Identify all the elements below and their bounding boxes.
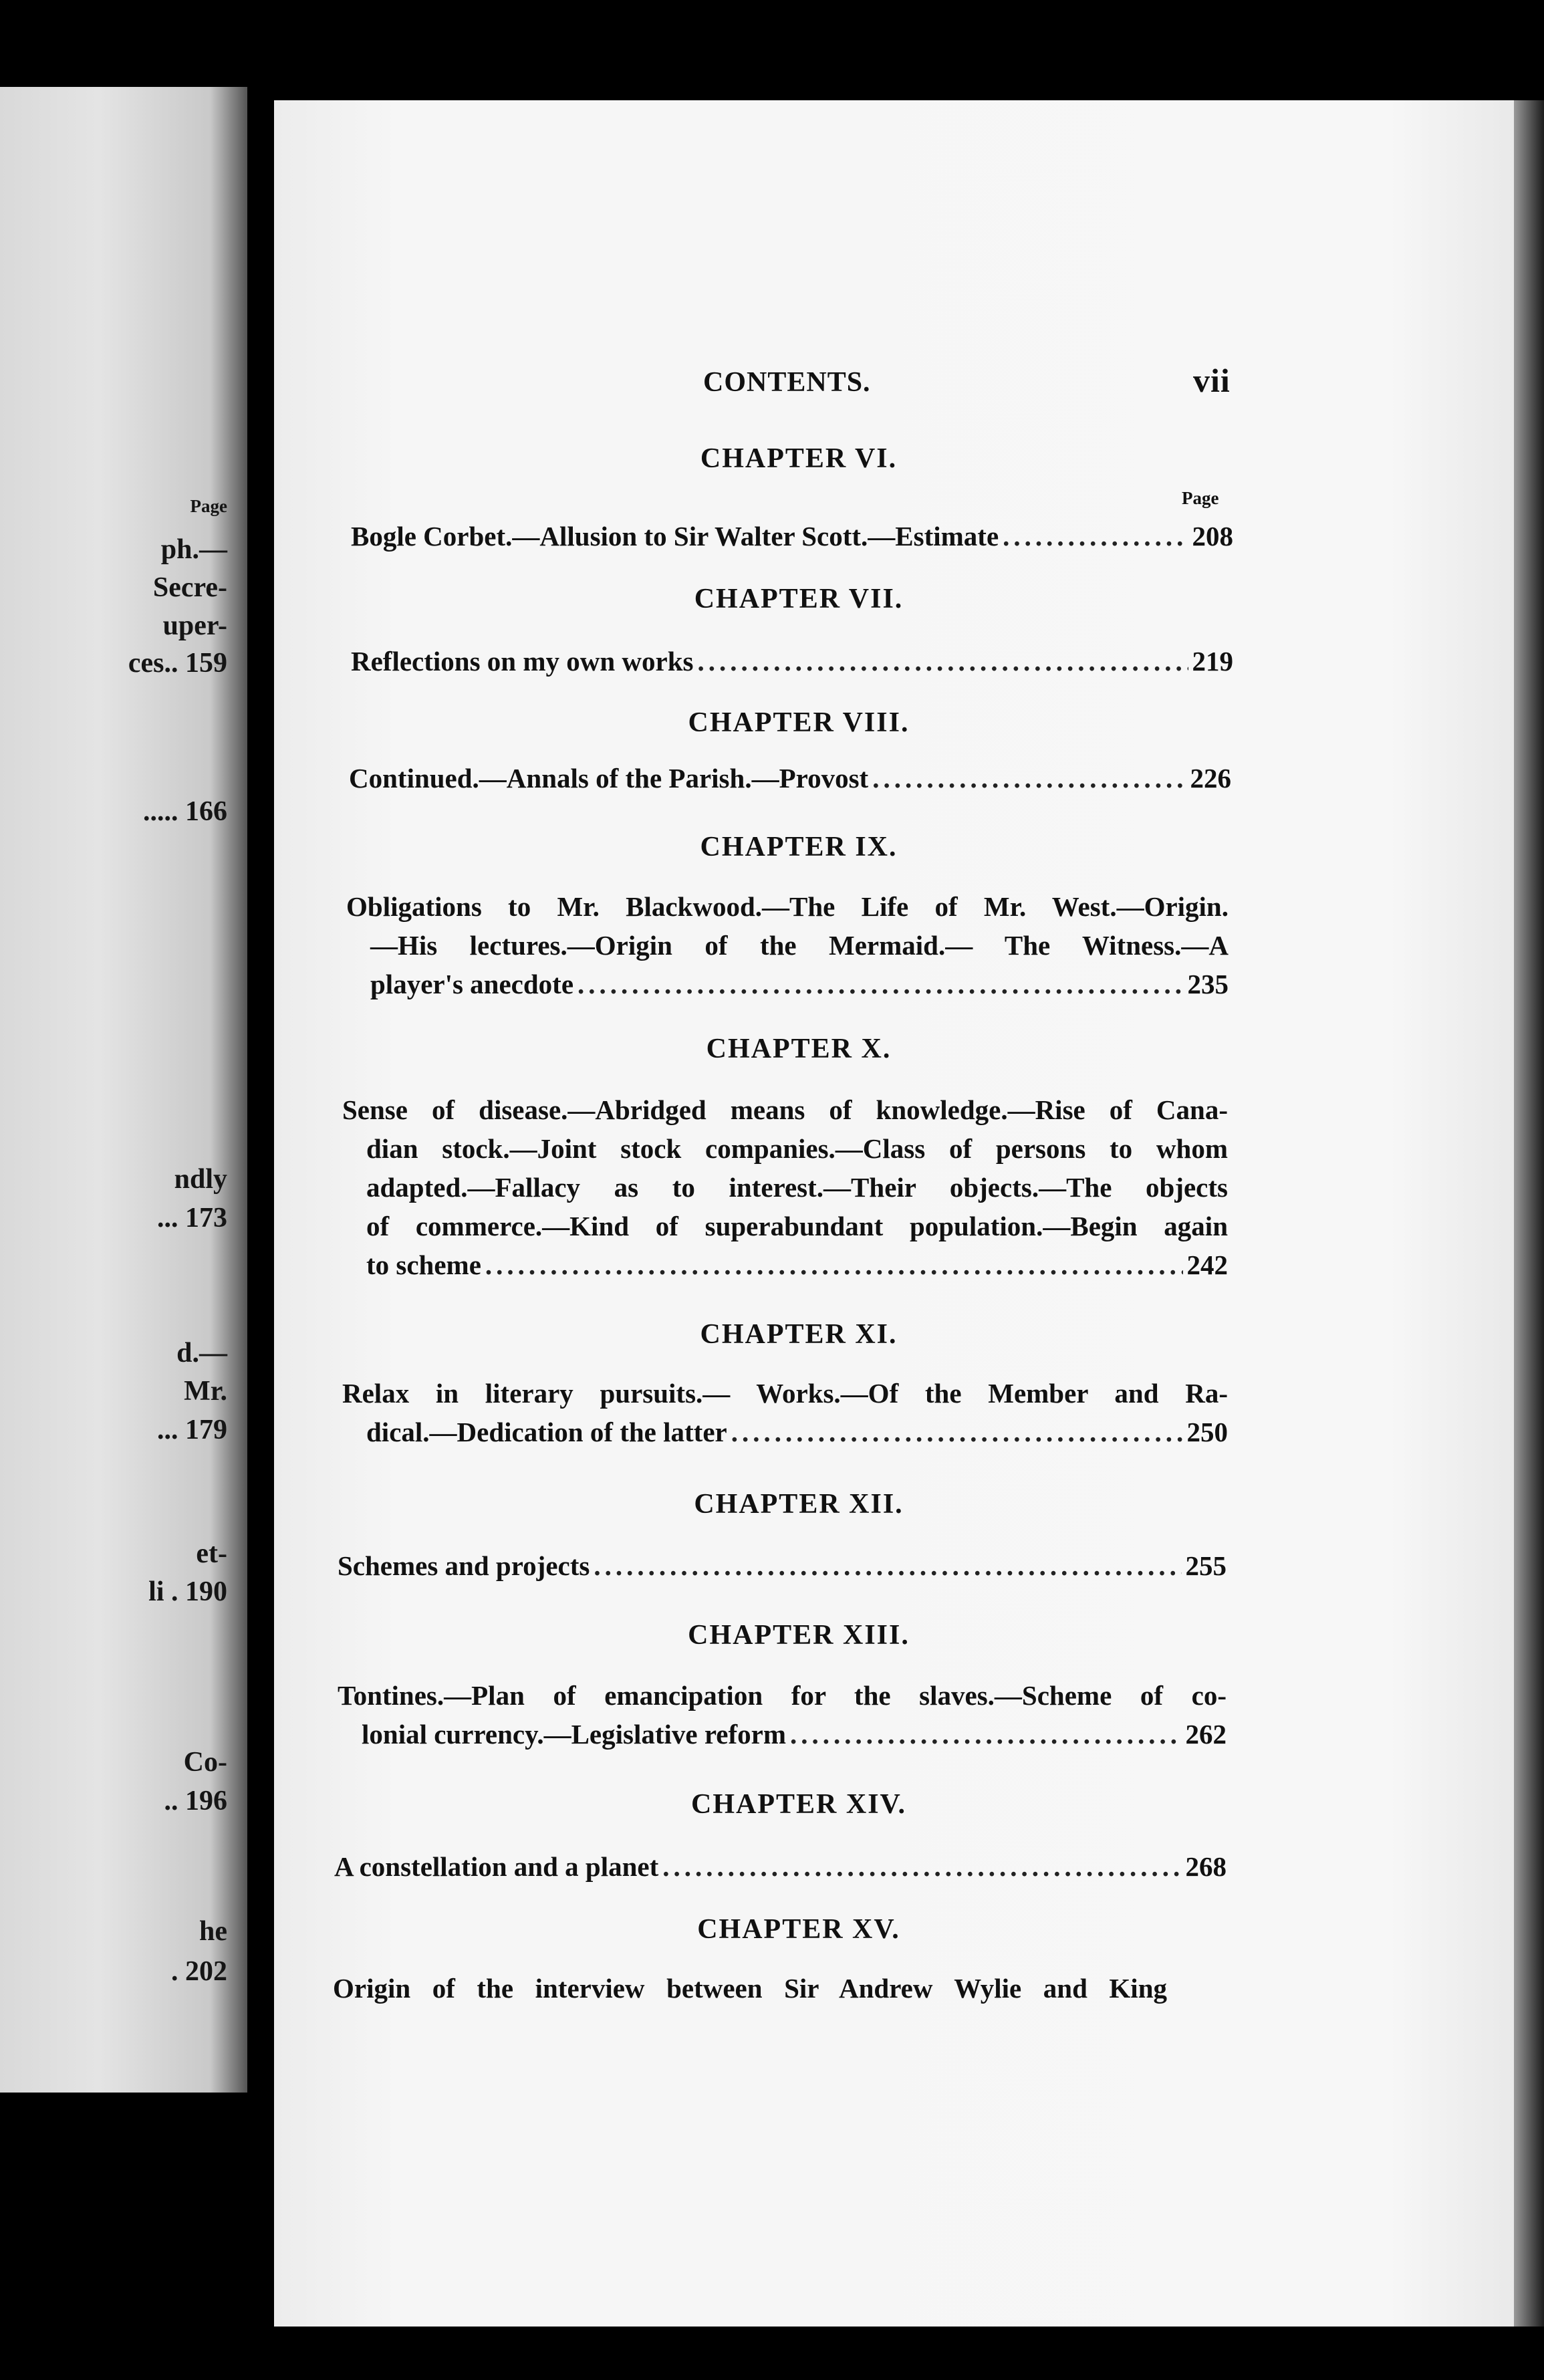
left-page-page-label: Page bbox=[190, 496, 227, 516]
entry-text: Obligations to Mr. Blackwood.—The Life of Mr. West.—Origin. bbox=[346, 891, 1229, 922]
entry-line bbox=[366, 1249, 1228, 1284]
left-page-fragment: Mr. bbox=[184, 1376, 227, 1407]
leader-dots bbox=[872, 762, 1186, 794]
entry-text: Sense of disease.—Abridged means of knowledge.—Rise of Cana- bbox=[342, 1094, 1228, 1125]
chapter-heading: CHAPTER VII. bbox=[694, 584, 904, 614]
leader-dots bbox=[594, 1550, 1181, 1582]
leader-dots bbox=[485, 1249, 1183, 1281]
entry-line bbox=[366, 1416, 1228, 1451]
page-column-label: Page bbox=[1182, 488, 1219, 508]
entry-line bbox=[362, 1718, 1227, 1753]
left-page-fragment: uper- bbox=[162, 610, 227, 641]
entry-page-number: 219 bbox=[1192, 646, 1233, 677]
entry-text: dical.—Dedication of the latter bbox=[366, 1417, 727, 1447]
chapter-heading: CHAPTER XI. bbox=[700, 1319, 898, 1350]
entry-line bbox=[370, 929, 1229, 964]
entry-text: adapted.—Fallacy as to interest.—Their objects.—The objects bbox=[366, 1172, 1228, 1203]
left-page-fragment: ph.— bbox=[160, 534, 227, 565]
entry-line bbox=[338, 1679, 1227, 1714]
entry-text: dian stock.—Joint stock companies.—Class of persons to whom bbox=[366, 1133, 1228, 1164]
entry-line bbox=[366, 1210, 1228, 1245]
entry-line bbox=[366, 1171, 1228, 1206]
entry-text: Bogle Corbet.—Allusion to Sir Walter Scott.—Estimate bbox=[351, 521, 999, 552]
left-page-fragment: ..... 166 bbox=[143, 796, 227, 827]
previous-page-edge bbox=[0, 87, 247, 2093]
chapter-heading: CHAPTER XIII. bbox=[688, 1620, 910, 1651]
entry-text: Relax in literary pursuits.— Works.—Of the Member and Ra- bbox=[342, 1378, 1228, 1409]
leader-dots bbox=[697, 645, 1188, 677]
entry-line bbox=[342, 1377, 1228, 1412]
entry-text: of commerce.—Kind of superabundant population.—Begin again bbox=[366, 1211, 1228, 1241]
entry-page-number: 226 bbox=[1190, 763, 1231, 794]
entry-page-number: 250 bbox=[1186, 1417, 1228, 1447]
entry-line bbox=[349, 762, 1231, 797]
left-page-fragment: .. 196 bbox=[164, 1786, 227, 1816]
left-page-fragment: . 202 bbox=[171, 1956, 227, 1987]
left-page-fragment: ndly bbox=[174, 1164, 227, 1195]
entry-text: A constellation and a planet bbox=[334, 1851, 659, 1882]
left-page-fragment: ... 173 bbox=[157, 1203, 227, 1233]
leader-dots bbox=[577, 968, 1183, 1000]
page-number: vii bbox=[1193, 362, 1231, 399]
entry-text: to scheme bbox=[366, 1250, 481, 1280]
chapter-heading: CHAPTER XIV. bbox=[691, 1789, 906, 1820]
left-page-fragment: d.— bbox=[176, 1338, 227, 1368]
entry-line bbox=[370, 968, 1229, 1003]
chapter-heading: CHAPTER IX. bbox=[700, 832, 898, 862]
entry-page-number: 242 bbox=[1186, 1250, 1228, 1280]
leader-dots bbox=[790, 1718, 1182, 1750]
entry-text: Tontines.—Plan of emancipation for the slaves.—Scheme of co- bbox=[338, 1680, 1227, 1711]
entry-line bbox=[342, 1094, 1228, 1128]
left-page-fragment: ces.. 159 bbox=[128, 648, 227, 679]
leader-dots bbox=[1003, 520, 1188, 552]
entry-text: lonial currency.—Legislative reform bbox=[362, 1719, 786, 1750]
entry-text: —His lectures.—Origin of the Mermaid.— The Witness.—A bbox=[370, 930, 1229, 961]
entry-text: Continued.—Annals of the Parish.—Provost bbox=[349, 763, 869, 794]
entry-line bbox=[351, 520, 1233, 555]
left-page-fragment: ... 179 bbox=[157, 1415, 227, 1445]
left-page-fragment: Co- bbox=[183, 1747, 227, 1778]
entry-line bbox=[346, 890, 1229, 925]
left-page-fragment: li . 190 bbox=[148, 1576, 227, 1607]
left-page-fragment: he bbox=[199, 1916, 227, 1947]
left-page-fragment: Secre- bbox=[152, 572, 227, 603]
entry-text: player's anecdote bbox=[370, 969, 574, 999]
entry-line bbox=[334, 1851, 1227, 1885]
entry-line bbox=[351, 645, 1233, 680]
page-title: CONTENTS. bbox=[703, 367, 871, 398]
page-edge-shadow bbox=[1514, 100, 1544, 2327]
entry-line bbox=[338, 1550, 1227, 1584]
entry-page-number: 268 bbox=[1185, 1851, 1227, 1882]
chapter-heading: CHAPTER VI. bbox=[700, 443, 898, 474]
left-page-fragment: et- bbox=[196, 1538, 227, 1569]
chapter-heading: CHAPTER XV. bbox=[697, 1914, 900, 1945]
entry-page-number: 262 bbox=[1185, 1719, 1227, 1750]
chapter-heading: CHAPTER VIII. bbox=[688, 707, 910, 738]
entry-line bbox=[333, 1972, 1167, 2007]
leader-dots bbox=[731, 1416, 1183, 1448]
chapter-heading: CHAPTER X. bbox=[706, 1034, 892, 1064]
entry-text: Reflections on my own works bbox=[351, 646, 694, 677]
leader-dots bbox=[662, 1851, 1181, 1883]
entry-text: Schemes and projects bbox=[338, 1550, 590, 1581]
entry-page-number: 255 bbox=[1185, 1550, 1227, 1581]
entry-line bbox=[366, 1133, 1228, 1167]
chapter-heading: CHAPTER XII. bbox=[694, 1489, 904, 1520]
entry-text: Origin of the interview between Sir Andrew Wylie and King bbox=[333, 1973, 1167, 2004]
entry-page-number: 208 bbox=[1192, 521, 1233, 552]
entry-page-number: 235 bbox=[1187, 969, 1229, 999]
